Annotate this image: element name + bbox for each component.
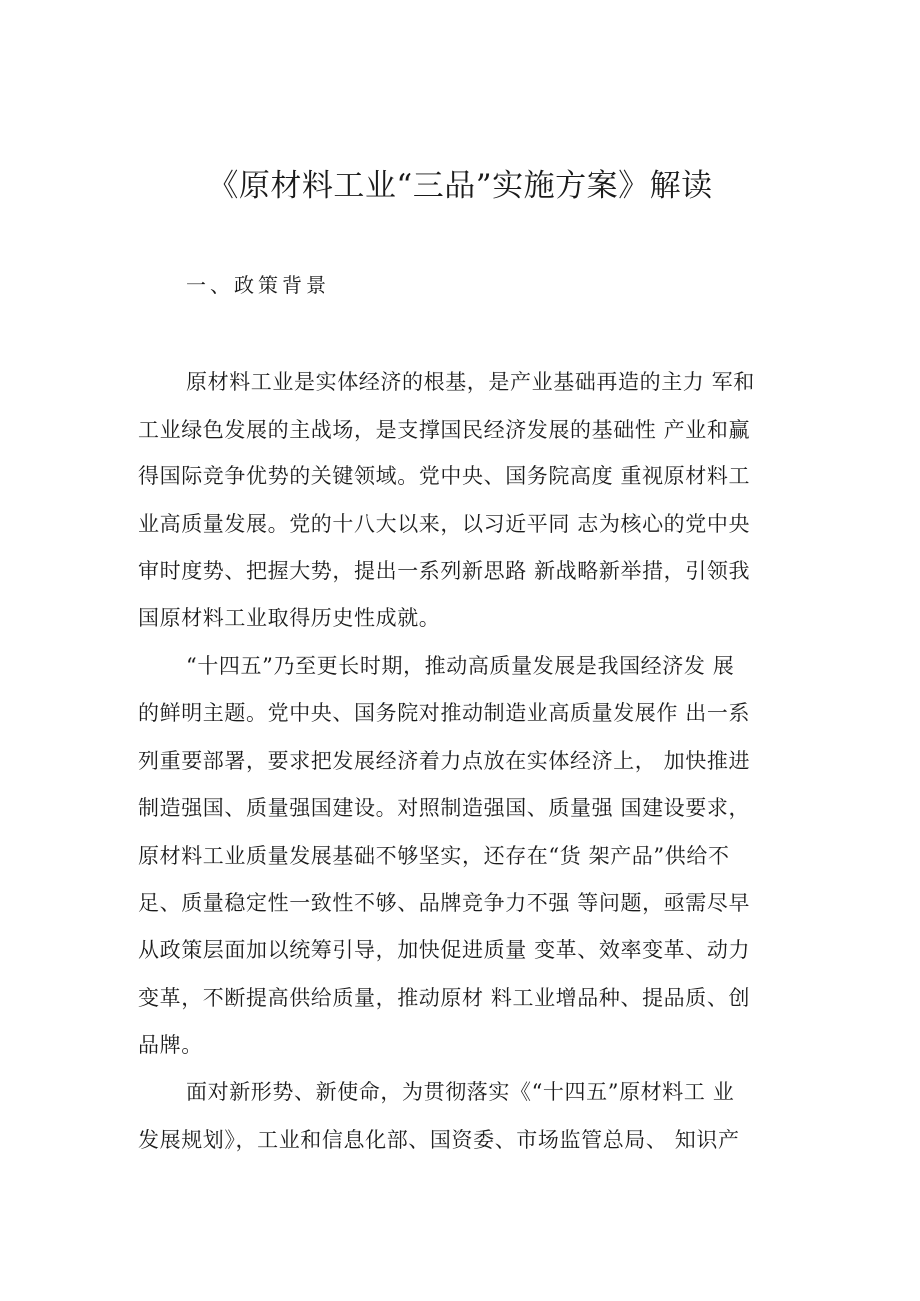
paragraph-line: 变革，不断提高供给质量，推动原材 料工业增品种、提品质、创	[138, 986, 751, 1010]
paragraph-line: 发展规划》，工业和信息化部、国资委、市场监管总局、 知识产	[138, 1128, 740, 1152]
paragraph-line: “十四五”乃至更长时期，推动高质量发展是我国经济发 展	[186, 654, 735, 678]
paragraph-line: 列重要部署，要求把发展经济着力点放在实体经济上， 加快推进	[138, 749, 751, 773]
paragraph-line: 国原材料工业取得历史性成就。	[138, 606, 441, 630]
section-heading: 一、政策背景	[186, 273, 330, 297]
paragraph-line: 面对新形势、新使命，为贯彻落实《“十四五”原材料工 业	[186, 1080, 735, 1104]
paragraph-line: 原材料工业是实体经济的根基，是产业基础再造的主力 军和	[186, 370, 755, 394]
paragraph-line: 原材料工业质量发展基础不够坚实，还存在“货 架产品”供给不	[138, 844, 730, 868]
paragraph-line: 足、质量稳定性一致性不够、品牌竞争力不强 等问题，亟需尽早	[138, 891, 751, 915]
paragraph-line: 从政策层面加以统筹引导，加快促进质量 变革、效率变革、动力	[138, 938, 751, 962]
paragraph-line: 制造强国、质量强国建设。对照制造强国、质量强 国建设要求，	[138, 796, 751, 820]
paragraph-line: 工业绿色发展的主战场，是支撑国民经济发展的基础性 产业和赢	[138, 418, 751, 442]
document-title: 《原材料工业“三品”实施方案》解读	[207, 168, 713, 204]
paragraph-line: 得国际竞争优势的关键领域。党中央、国务院高度 重视原材料工	[138, 464, 751, 488]
paragraph-line: 业高质量发展。党的十八大以来，以习近平同 志为核心的党中央	[138, 512, 751, 536]
paragraph-line: 审时度势、把握大势，提出一系列新思路 新战略新举措，引领我	[138, 559, 751, 583]
paragraph-line: 品牌。	[138, 1033, 203, 1057]
paragraph-line: 的鲜明主题。党中央、国务院对推动制造业高质量发展作 出一系	[138, 701, 751, 725]
